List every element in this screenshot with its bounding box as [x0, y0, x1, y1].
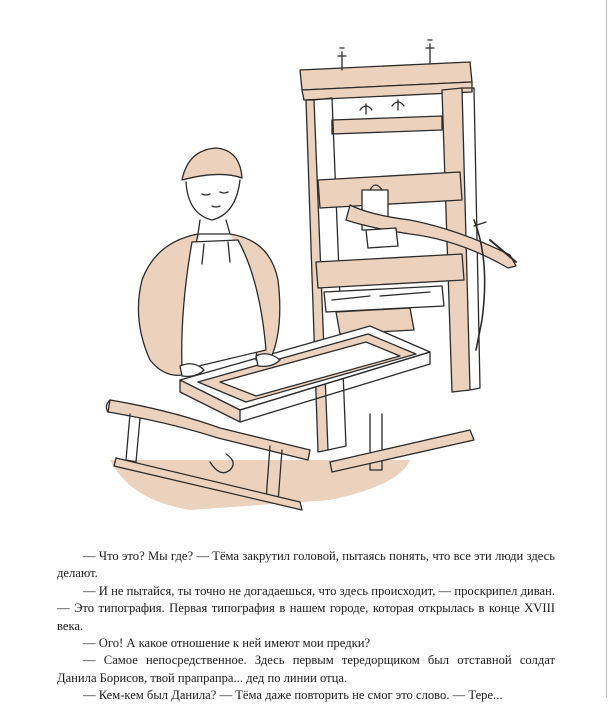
printing-press-illustration — [70, 30, 540, 535]
page-edge — [606, 0, 607, 697]
paragraph: — Кем-кем был Данила? — Тёма даже повторить не смог это слово. — Тере... — [83, 688, 503, 703]
paragraph: — Что это? Мы где? — Тёма закрутил головой, пытаясь понять, что все эти люди здесь делают. — [57, 549, 555, 581]
story-text — [57, 548, 555, 705]
paragraph: — И не пытайся, ты точно не догадаешься, что здесь происходит, — проскрипел диван. — Это типография. Первая типография в нашем городе, которая открылась в конце XVIII века. — [57, 583, 555, 633]
paragraph: — Самое непосредственное. Здесь первым тередорщиком был отставной солдат Данила Борисов, твой прапрапра... дед по линии отца. — [57, 653, 555, 685]
paragraph: — Ого! А какое отношение к ней имеют мои предки? — [83, 636, 371, 651]
